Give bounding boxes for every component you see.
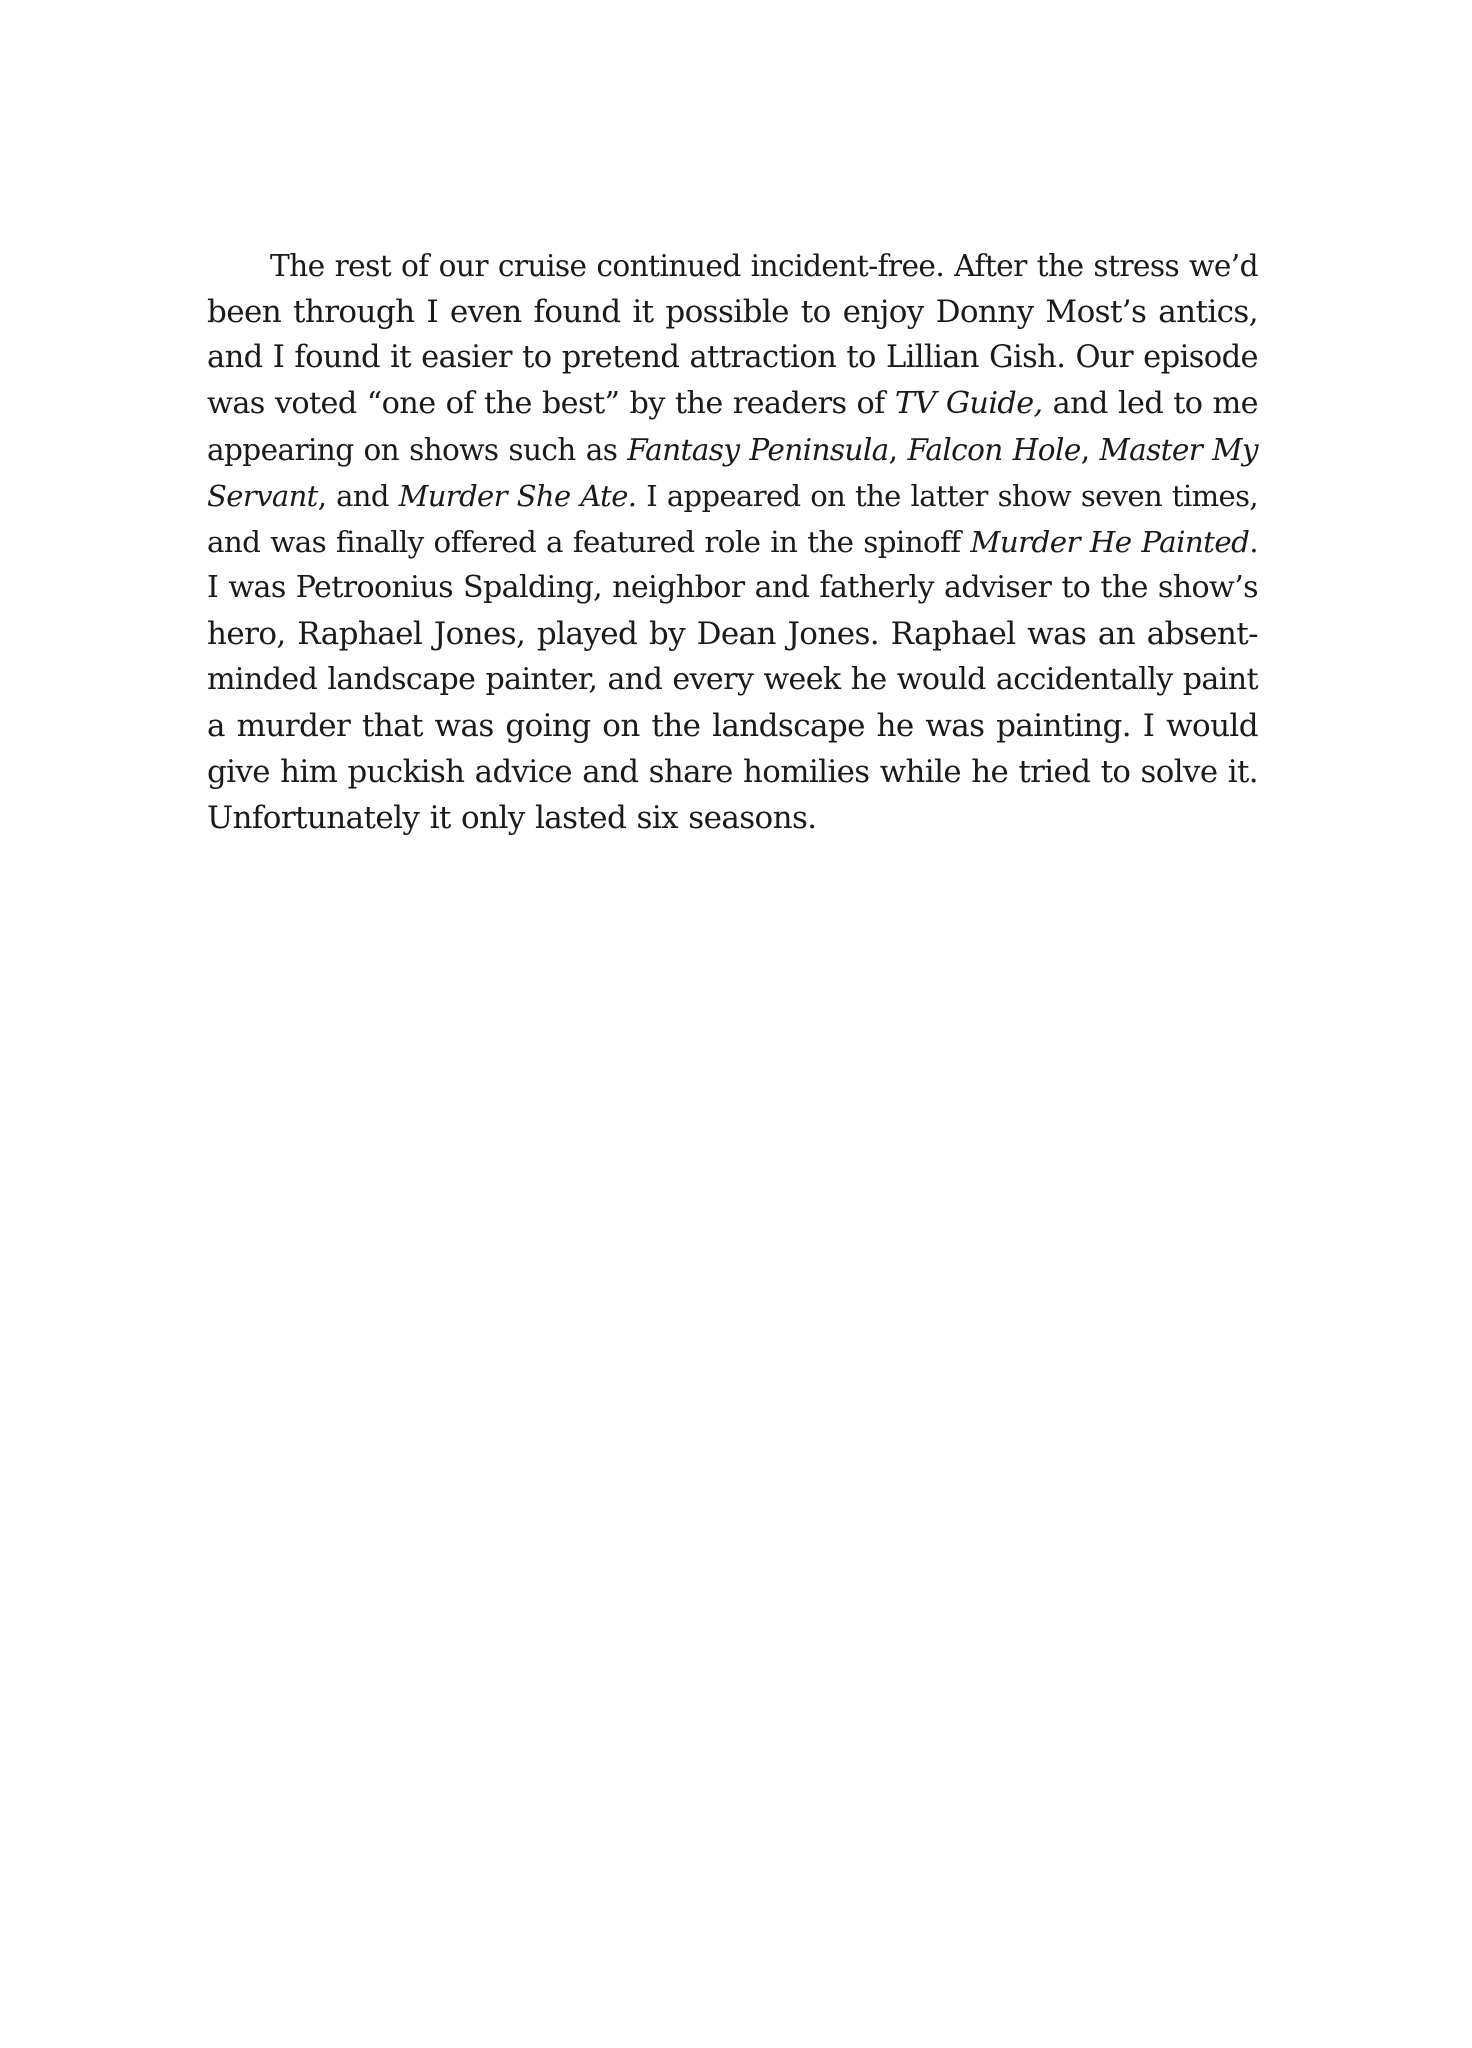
text-line	[207, 519, 1258, 565]
text-segment: appearing on shows such as	[207, 433, 628, 467]
text-segment: hero, Raphael Jones, played by Dean Jones. Raphael was an absent-	[207, 616, 1258, 652]
text-segment: .	[1249, 525, 1258, 559]
body-paragraph	[207, 243, 1258, 841]
text-segment: and was finally offered a featured role in the spinoff	[207, 525, 971, 559]
text-segment: and I found it easier to pretend attraction to Lillian Gish. Our episode	[207, 340, 1258, 375]
italic-title-text: Fantasy Peninsula	[627, 433, 889, 467]
text-line	[207, 611, 1258, 657]
text-line	[207, 243, 1258, 289]
italic-title-text: Murder He Painted	[970, 525, 1250, 559]
text-line	[207, 289, 1258, 335]
text-segment: Unfortunately it only lasted six seasons.	[207, 800, 817, 836]
text-line	[207, 473, 1258, 519]
italic-title-text: TV Guide,	[894, 386, 1043, 421]
text-segment: was voted “one of the best” by the readers of	[207, 386, 895, 421]
italic-title-text: Falcon Hole	[907, 433, 1081, 467]
text-segment: ,	[1080, 433, 1100, 467]
text-line	[207, 657, 1258, 703]
text-segment: and led to me	[1042, 386, 1258, 421]
text-segment: I appeared on the latter show seven times,	[636, 479, 1258, 513]
text-line	[207, 381, 1258, 427]
text-segment: ,	[888, 433, 908, 467]
text-line	[207, 749, 1258, 795]
text-line	[207, 335, 1258, 381]
text-line	[207, 565, 1258, 611]
text-segment: a murder that was going on the landscape he was painting. I would	[207, 708, 1258, 744]
text-segment: The rest of our cruise continued incident-free. After the stress we’d	[270, 248, 1258, 283]
text-line	[207, 795, 1258, 841]
text-line	[207, 703, 1258, 749]
text-segment: I was Petroonius Spalding, neighbor and fatherly adviser to the show’s	[207, 570, 1258, 605]
text-segment: , and	[317, 479, 399, 513]
text-segment: minded landscape painter, and every week he would accidentally paint	[207, 662, 1258, 697]
text-line	[207, 427, 1258, 473]
text-segment: give him puckish advice and share homilies while he tried to solve it.	[207, 754, 1258, 790]
italic-title-text: Servant	[207, 479, 318, 513]
italic-title-text: Murder She Ate.	[398, 479, 637, 513]
italic-title-text: Master My	[1099, 433, 1258, 467]
text-segment: been through I even found it possible to enjoy Donny Most’s antics,	[207, 294, 1258, 330]
